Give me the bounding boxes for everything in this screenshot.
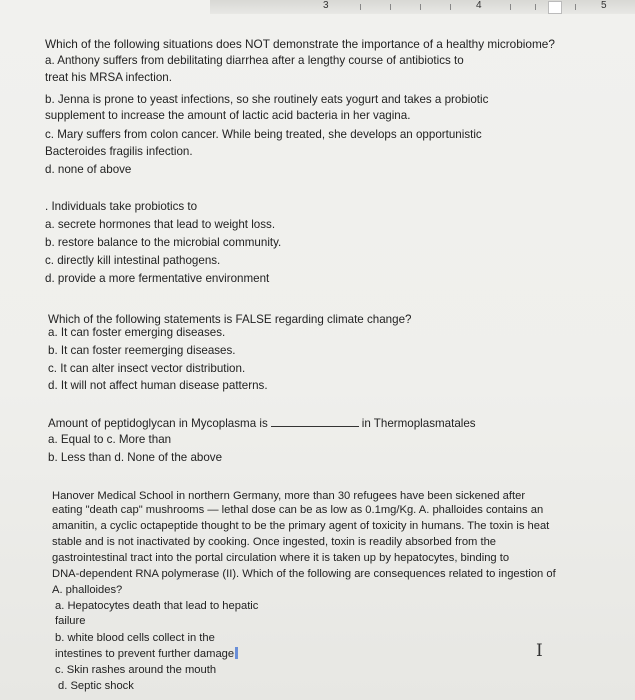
q2-option-a: a. secrete hormones that lead to weight loss.: [45, 218, 276, 231]
q5-option-b: b. white blood cells collect in the: [55, 632, 215, 644]
q4-answer-blank[interactable]: [271, 426, 359, 427]
q5-option-b-cont: [55, 647, 238, 661]
q1-option-a-cont: treat his MRSA infection.: [45, 71, 172, 84]
q1-option-a: a. Anthony suffers from debilitating diarrhea after a lengthy course of antibiotics to: [45, 54, 464, 67]
q5-option-c: c. Skin rashes around the mouth: [55, 664, 217, 676]
ruler-page-number: 4: [476, 0, 482, 11]
q4-stem: [48, 417, 476, 431]
q3-option-a: a. It can foster emerging diseases.: [48, 326, 226, 339]
q5-stem-line: gastrointestinal tract into the portal circulation where it is taken up by hepatocytes, binding to: [52, 552, 510, 564]
text-cursor: [235, 647, 238, 659]
q4-option-row-1: a. Equal to c. More than: [48, 433, 172, 446]
ruler-tick: [450, 4, 451, 10]
q1-stem: Which of the following situations does NOT demonstrate the importance of a healthy microbiome?: [45, 37, 555, 51]
q2-option-d: d. provide a more fermentative environment: [45, 272, 270, 285]
q1-option-c-cont: Bacteroides fragilis infection.: [45, 145, 193, 158]
q3-option-c: c. It can alter insect vector distribution.: [48, 362, 246, 375]
ruler-tick: [535, 4, 536, 10]
q1-option-d: d. none of above: [45, 163, 132, 176]
q5-stem-line: Hanover Medical School in northern Germany, more than 30 refugees have been sickened after: [52, 490, 526, 502]
q5-option-a-cont: failure: [55, 615, 86, 627]
ruler-page-number: 3: [323, 0, 329, 11]
q2-option-c: c. directly kill intestinal pathogens.: [45, 254, 221, 267]
q2-option-b: b. restore balance to the microbial community.: [45, 236, 282, 249]
q5-option-b-cont-text: intestines to prevent further damage: [55, 648, 235, 660]
q3-option-d: d. It will not affect human disease patterns.: [48, 379, 268, 392]
q2-stem: . Individuals take probiotics to: [45, 200, 198, 213]
q4-option-row-2: b. Less than d. None of the above: [48, 451, 223, 464]
q5-stem-line: A. phalloides?: [52, 584, 123, 596]
page-ruler[interactable]: [210, 0, 635, 14]
q1-option-b-cont: supplement to increase the amount of lactic acid bacteria in her vagina.: [45, 109, 411, 122]
ruler-tick: [420, 4, 421, 10]
ruler-tick: [360, 4, 361, 10]
q5-stem-line: eating "death cap" mushrooms — lethal dose can be as low as 0.1mg/Kg. A. phalloides contains an: [52, 504, 544, 516]
ruler-tick: [390, 4, 391, 10]
q3-stem: Which of the following statements is FALSE regarding climate change?: [48, 313, 412, 326]
q3-option-b: b. It can foster reemerging diseases.: [48, 344, 236, 357]
q5-stem-line: DNA-dependent RNA polymerase (II). Which of the following are consequences related to ingestion of: [52, 568, 556, 580]
q1-option-b: b. Jenna is prone to yeast infections, so she routinely eats yogurt and takes a probiotic: [45, 93, 489, 106]
ruler-tick: [575, 4, 576, 10]
q5-stem-line: stable and is not inactivated by cooking. Once ingested, toxin is readily absorbed from the: [52, 536, 497, 548]
i-beam-cursor-icon: I: [536, 641, 543, 661]
q5-stem-line: amanitin, a cyclic octapeptide thought to be the primary agent of toxicity in humans. The toxin is heat: [52, 520, 550, 532]
q4-stem-before: Amount of peptidoglycan in Mycoplasma is: [48, 417, 268, 430]
q4-stem-after: in Thermoplasmatales: [361, 417, 476, 430]
q5-option-a: a. Hepatocytes death that lead to hepatic: [55, 600, 259, 612]
q1-option-c: c. Mary suffers from colon cancer. While being treated, she develops an opportunistic: [45, 128, 482, 141]
ruler-page-number: 5: [601, 0, 607, 11]
ruler-tick: [510, 4, 511, 10]
q5-option-d: d. Septic shock: [58, 680, 134, 692]
ruler-indent-marker[interactable]: [548, 1, 562, 14]
